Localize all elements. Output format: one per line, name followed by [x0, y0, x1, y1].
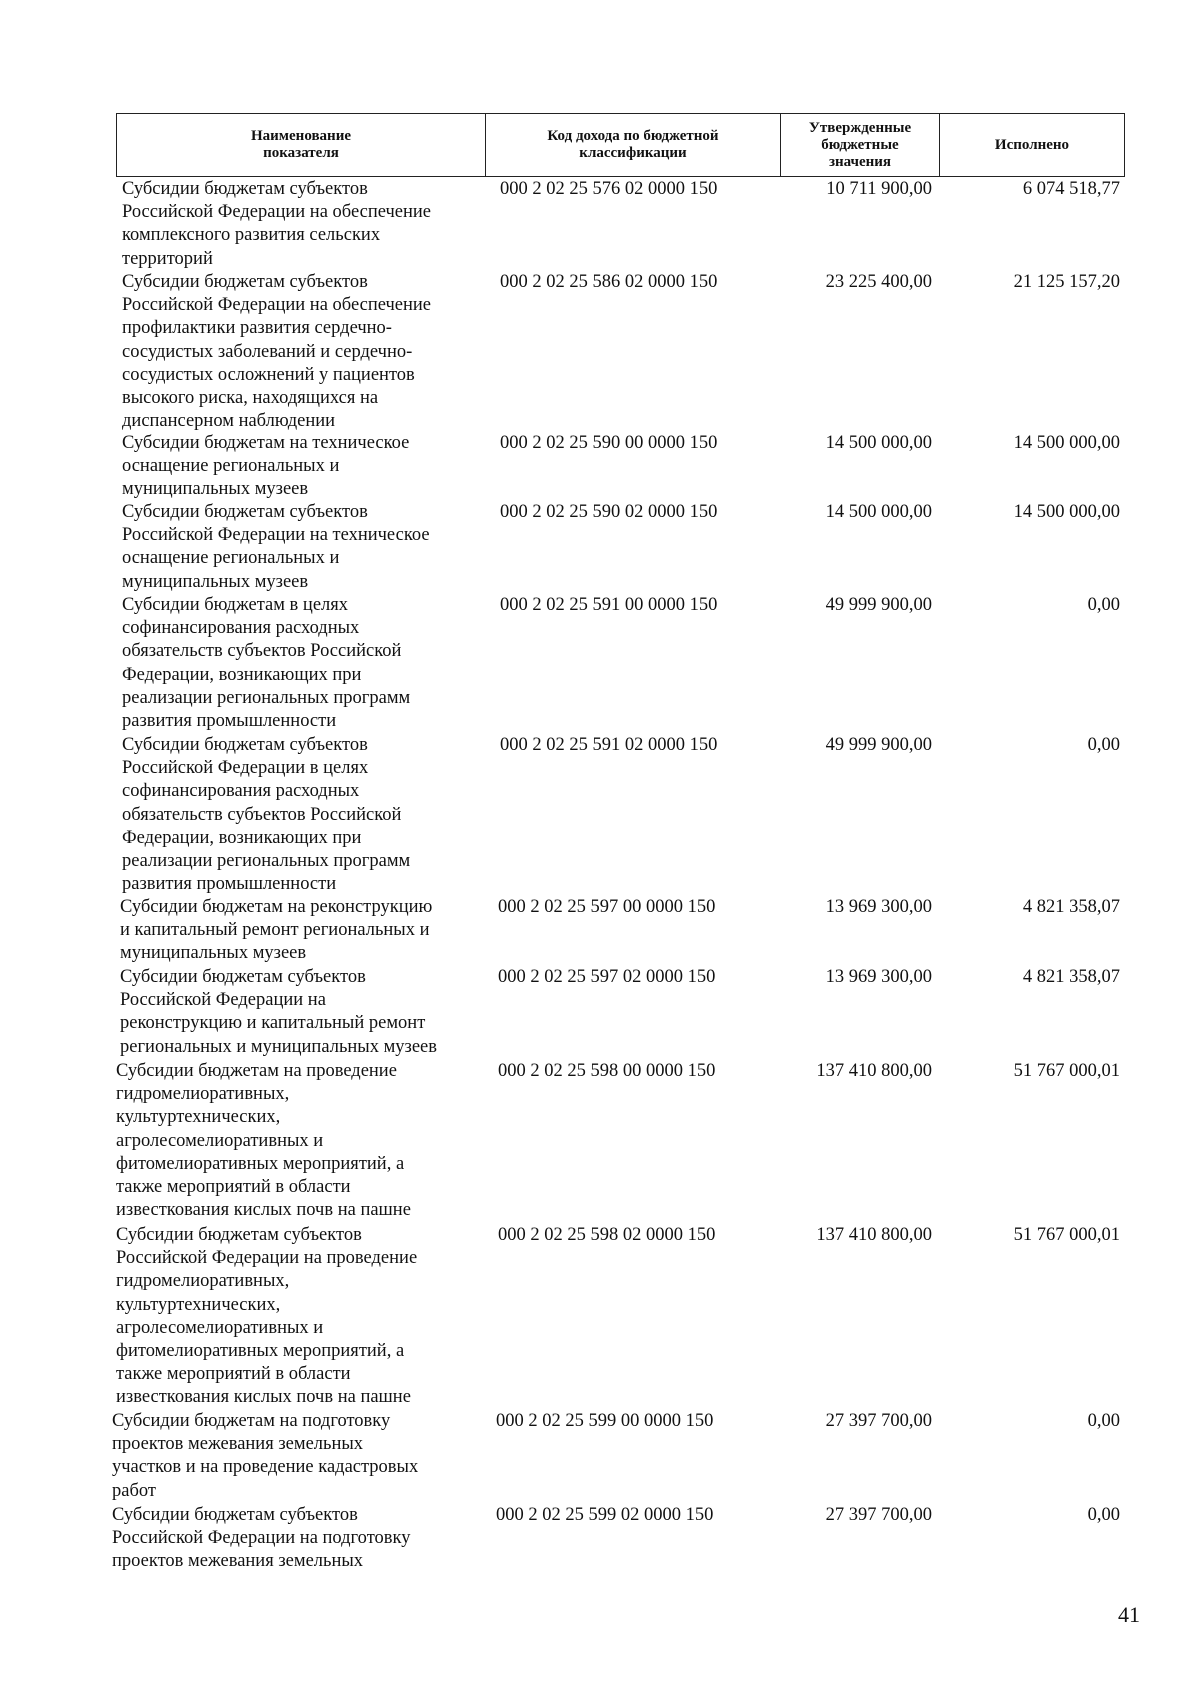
row-approved: 10 711 900,00 [826, 179, 932, 199]
row-code: 000 2 02 25 586 02 0000 150 [500, 272, 718, 292]
row-name: Субсидии бюджетам субъектов Российской Федерации на обеспечение комплексного развития сельских территорий [122, 179, 432, 269]
row-executed: 0,00 [1087, 1411, 1120, 1431]
row-approved: 13 969 300,00 [825, 967, 932, 987]
row-code: 000 2 02 25 576 02 0000 150 [500, 179, 718, 199]
row-name: Субсидии бюджетам субъектов Российской Федерации на подготовку проектов межевания земельных [112, 1505, 411, 1572]
row-approved: 49 999 900,00 [825, 735, 932, 755]
row-code: 000 2 02 25 590 02 0000 150 [500, 502, 718, 522]
row-approved: 137 410 800,00 [816, 1225, 932, 1245]
row-executed: 0,00 [1087, 735, 1120, 755]
row-executed: 0,00 [1087, 1505, 1120, 1525]
row-code: 000 2 02 25 590 00 0000 150 [500, 433, 718, 453]
row-code: 000 2 02 25 597 00 0000 150 [498, 897, 716, 917]
row-name: Субсидии бюджетам субъектов Российской Федерации на техническое оснащение региональных и муниципальных музеев [122, 502, 430, 592]
row-approved: 23 225 400,00 [825, 272, 932, 292]
row-executed: 4 821 358,07 [1022, 897, 1120, 917]
header-approved: Утвержденные бюджетные значения [781, 114, 940, 176]
row-executed: 4 821 358,07 [1022, 967, 1120, 987]
row-name: Субсидии бюджетам в целях софинансирования расходных обязательств субъектов Российской Федерации, возникающих при реализации региональных программ развития промышленности [122, 595, 411, 732]
row-name: Субсидии бюджетам на техническое оснащение региональных и муниципальных музеев [122, 433, 410, 500]
row-name: Субсидии бюджетам на реконструкцию и капитальный ремонт региональных и муниципальных музеев [120, 897, 433, 964]
row-code: 000 2 02 25 598 02 0000 150 [498, 1225, 716, 1245]
row-executed: 51 767 000,01 [1013, 1061, 1120, 1081]
row-executed: 51 767 000,01 [1013, 1225, 1120, 1245]
row-approved: 13 969 300,00 [825, 897, 932, 917]
row-approved: 14 500 000,00 [825, 433, 932, 453]
row-name: Субсидии бюджетам на проведение гидромелиоративных, культуртехнических, агролесомелиоративных и фитомелиоративных мероприятий, а также мероприятий в области известкования кислых почв на пашне [116, 1061, 411, 1221]
page-number: 41 [1118, 1602, 1140, 1627]
row-executed: 0,00 [1087, 595, 1120, 615]
row-executed: 14 500 000,00 [1013, 502, 1120, 522]
row-code: 000 2 02 25 599 02 0000 150 [496, 1505, 714, 1525]
row-code: 000 2 02 25 591 00 0000 150 [500, 595, 718, 615]
header-name: Наименование показателя [117, 114, 486, 176]
row-name: Субсидии бюджетам субъектов Российской Федерации на проведение гидромелиоративных, культуртехнических, агролесомелиоративных и фитомелиоративных мероприятий, а также мероприятий в области известкования кислых почв на пашне [116, 1225, 418, 1408]
row-name: Субсидии бюджетам субъектов Российской Федерации в целях софинансирования расходных обязательств субъектов Российской Федерации, возникающих при реализации региональных программ развития промышленности [122, 735, 411, 895]
table-header [116, 113, 1125, 177]
row-code: 000 2 02 25 598 00 0000 150 [498, 1061, 716, 1081]
row-approved: 49 999 900,00 [825, 595, 932, 615]
row-approved: 137 410 800,00 [816, 1061, 932, 1081]
row-executed: 21 125 157,20 [1013, 272, 1120, 292]
row-code: 000 2 02 25 597 02 0000 150 [498, 967, 716, 987]
row-code: 000 2 02 25 591 02 0000 150 [500, 735, 718, 755]
row-approved: 14 500 000,00 [825, 502, 932, 522]
header-executed: Исполнено [994, 136, 1070, 153]
row-executed: 6 074 518,77 [1022, 179, 1120, 199]
row-approved: 27 397 700,00 [825, 1411, 932, 1431]
row-name: Субсидии бюджетам на подготовку проектов межевания земельных участков и на проведение кадастровых работ [112, 1411, 419, 1501]
row-executed: 14 500 000,00 [1013, 433, 1120, 453]
row-name: Субсидии бюджетам субъектов Российской Федерации на обеспечение профилактики развития сердечно- сосудистых заболеваний и сердечно- сосудистых осложнений у пациентов высокого риска, находящихся на диспансерном наблюдении [122, 272, 432, 432]
row-name: Субсидии бюджетам субъектов Российской Федерации на реконструкцию и капитальный ремонт региональных и муниципальных музеев [120, 967, 438, 1057]
header-code: Код дохода по бюджетной классификации [486, 114, 781, 176]
row-approved: 27 397 700,00 [825, 1505, 932, 1525]
row-code: 000 2 02 25 599 00 0000 150 [496, 1411, 714, 1431]
